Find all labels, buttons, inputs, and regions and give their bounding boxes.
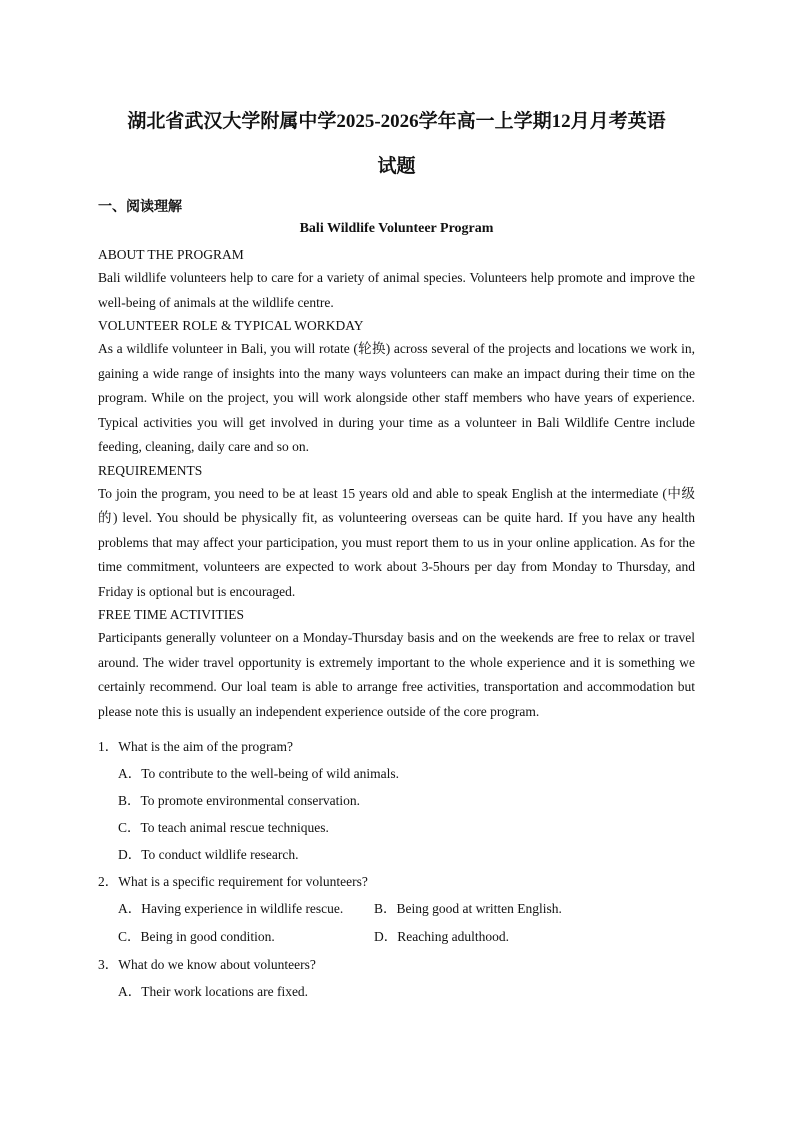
option-c: C．To teach animal rescue techniques.: [118, 820, 329, 835]
about-heading: ABOUT THE PROGRAM: [98, 247, 244, 262]
option-a: A．Having experience in wildlife rescue.: [118, 901, 344, 916]
role-heading: VOLUNTEER ROLE & TYPICAL WORKDAY: [98, 318, 364, 333]
requirements-heading: REQUIREMENTS: [98, 462, 203, 478]
about-paragraph: Bali wildlife volunteers help to care for a variety of animal species. Volunteers help promote and improve the well-being of animals at the wildlife centre.: [98, 270, 695, 310]
free-time-paragraph: Participants generally volunteer on a Monday-Thursday basis and on the weekends are free to relax or travel around. The wider travel opportunity is extremely important to the whole experience and it is something we certainly recommend. Our loal team is able to arrange free activities, transportation and accommodation but please note this is usually an independent experience outside of the core program.: [98, 630, 695, 719]
option-d: D．Reaching adulthood.: [374, 929, 509, 944]
question-stem: 3．What do we know about volunteers?: [98, 957, 316, 972]
option-b: B．Being good at written English.: [374, 901, 562, 916]
option-a: A．Their work locations are fixed.: [118, 984, 309, 999]
section-label: 一、阅读理解: [98, 200, 182, 215]
free-time-heading: FREE TIME ACTIVITIES: [98, 607, 244, 622]
option-row: [98, 926, 695, 954]
exam-title-line2: 试题: [377, 156, 416, 177]
option-b: B．To promote environmental conservation.: [118, 793, 360, 808]
option-c: C．Being in good condition.: [118, 929, 275, 944]
questions-block: [98, 736, 695, 1008]
option-a: A．To contribute to the well-being of wild animals.: [118, 766, 399, 781]
role-paragraph: As a wildlife volunteer in Bali, you will rotate (轮换) across several of the projects and locations we work in, gaining a wide range of insights into the many ways volunteers can make an impact during their time on the program. While on the project, you will work alongside other staff members who have years of experience. Typical activities you will get involved in during your time as a volunteer in Bali Wildlife Centre include feeding, cleaning, daily care and so on.: [98, 341, 695, 454]
exam-title-line1: 湖北省武汉大学附属中学2025-2026学年高一上学期12月月考英语: [127, 111, 666, 132]
question-stem: 2．What is a specific requirement for volunteers?: [98, 874, 368, 889]
requirements-paragraph: To join the program, you need to be at least 15 years old and able to speak English at the intermediate (中级的) level. You should be physically fit, as volunteering overseas can be quite hard. If you have any health problems that may affect your participation, you must report them to us in your online application. As for the time commitment, volunteers are expected to work about 3-5hours per day from Monday to Thursday, and Friday is optional but is encouraged.: [98, 485, 695, 599]
question-stem: 1．What is the aim of the program?: [98, 739, 293, 754]
passage-title: Bali Wildlife Volunteer Program: [299, 221, 494, 236]
option-d: D．To conduct wildlife research.: [118, 847, 299, 862]
passage-body: [98, 244, 695, 724]
option-row: [98, 898, 695, 926]
